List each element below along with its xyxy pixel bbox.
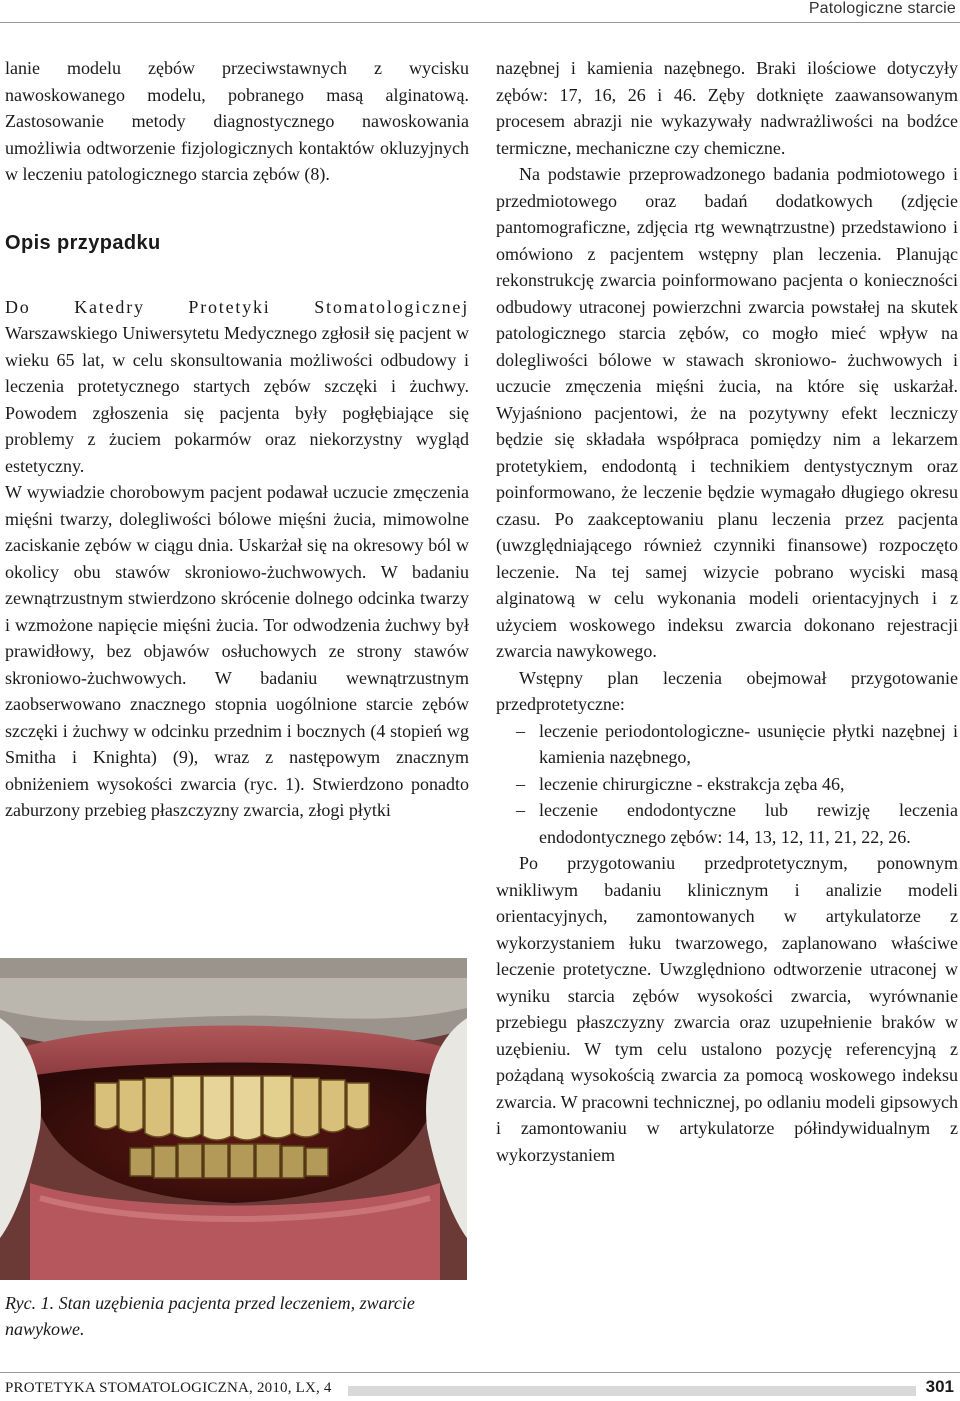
left-column [5,55,469,824]
header-rule [0,22,960,23]
intro-paragraph: lanie modelu zębów przeciwstawnych z wycisku nawoskowanego modelu, pobranego masą alginatową. Zastosowanie metody diagnostycznego nawoskowania umożliwia odtworzenie fizjologicznych kontaktów okluzyjnych w leczeniu patologicznego starcia zębów (8). [5,58,469,184]
journal-footer: PROTETYKA STOMATOLOGICZNA, 2010, LX, 4 [5,1380,332,1396]
figure-caption: Ryc. 1. Stan uzębienia pacjenta przed leczeniem, zwarcie nawykowe. [5,1293,415,1339]
right-paragraph-3: Wstępny plan leczenia obejmował przygotowanie przedprotetyczne: [496,667,958,714]
list-item [496,718,958,771]
list-item-text: leczenie periodontologiczne- usunięcie płytki nazębnej i kamienia nazębnego, [539,720,958,767]
right-paragraph-2: Na podstawie przeprowadzonego badania podmiotowego i przedmiotowego oraz badań dodatkowych (zdjęcie pantomograficzne, zdjęcia rtg wewnątrzustne) przedstawiono i omówiono z pacjentem wstępny plan leczenia. Planując rekonstrukcję zwarcia poinformowano pacjenta o konieczności odbudowy utraconej powierzchni zwarcia powstałej na skutek patologicznego starcia zębów, co mogło mieć wpływ na dolegliwości bólowe w stawach skroniowo- żuchwowych i uczucie zmęczenia mięśni żucia, na które się uskarżał. Wyjaśniono pacjentowi, że na pozytywny efekt leczniczy będzie się składała współpraca pomiędzy nim a lekarzem protetykiem, endodontą i technikiem dentystycznym oraz poinformowano, że leczenie będzie wymagało długiego okresu czasu. Po zaakceptowaniu planu leczenia przez pacjenta (uwzględniającego również czynniki finansowe) rozpoczęto leczenie. Na tej samej wizycie pobrano wyciski masą alginatową w celu wykonania modeli orientacyjnych i z użyciem woskowego indeksu zwarcia dokonano rejestracji zwarcia nawykowego. [496,164,958,661]
footer-rule [0,1372,960,1373]
case-paragraph-1 [5,294,469,480]
right-paragraph-4: Po przygotowaniu przedprotetycznym, ponownym wnikliwym badaniu klinicznym i analizie modeli orientacyjnych, zamontowanych w artykulatorze z wykorzystaniem łuku twarzowego, zaplanowano właściwe leczenie protetyczne. Uwzględniono odtworzenie utraconej w wyniku starcia zębów wysokości zwarcia, wyrównanie przebiegu płaszczyzny zwarcia oraz uzupełnienie braków w uzębieniu. W tym celu ustalono pozycję referencyjną z pożądaną wysokością zwarcia za pomocą woskowego indeksu zwarcia. W pracowni technicznej, po odlaniu modeli gipsowych i zamontowaniu w artykulatorze półindywidualnym z wykorzystaniem [496,853,958,1165]
list-item-text: leczenie endodontyczne lub rewizję leczenia endodontycznego zębów: 14, 13, 12, 11, 21, 22, 26. [539,800,958,847]
list-item-text: leczenie chirurgiczne - ekstrakcja zęba 46, [539,773,845,794]
list-item [496,771,958,798]
treatment-list [496,718,958,851]
case-paragraph-1-body: Warszawskiego Uniwersytetu Medycznego zgłosił się pacjent w wieku 65 lat, w celu skonsultowania możliwości odbudowy i leczenia protetycznego startych zębów szczęki i żuchwy. Powodem zgłoszenia się pacjenta były pogłębiające się problemy z żuciem pokarmów oraz niekorzystny wygląd estetyczny. [5,323,469,476]
figure-dental-photo [0,958,467,1280]
right-paragraph-1: nazębnej i kamienia nazębnego. Braki ilościowe dotyczyły zębów: 17, 16, 26 i 46. Zęby dotknięte zaawansowanym procesem abrazji nie wykazywały nadwrażliwości na bodźce termiczne, mechaniczne czy chemiczne. [496,58,958,158]
right-column [496,55,958,1168]
footer-bar [348,1386,916,1396]
list-item [496,797,958,850]
case-paragraph-2: W wywiadzie chorobowym pacjent podawał uczucie zmęczenia mięśni twarzy, dolegliwości bólowe mięśni żucia, mimowolne zaciskanie zębów w ciągu dnia. Uskarżał się na okresowy ból w okolicy obu stawów skroniowo-żuchwowych. W badaniu zewnątrzustnym stwierdzono skrócenie dolnego odcinka twarzy i wzmożone napięcie mięśni żucia. Tor odwodzenia żuchwy był prawidłowy, bez objawów osłuchowych ze strony stawów skroniowo-żuchwowych. W badaniu wewnątrzustnym zaobserwowano znacznego stopnia uogólnione starcie zębów szczęki i żuchwy w odcinku przednim i bocznych (4 stopień wg Smitha i Knighta) (9), wraz z następowym znacznym obniżeniem wysokości zwarcia (ryc. 1). Stwierdzono ponadto zaburzony przebieg płaszczyzny zwarcia, złogi płytki [5,482,469,820]
list-dash: – [516,800,525,820]
section-title: Opis przypadku [5,231,161,254]
list-dash: – [516,720,525,741]
dental-photo-illustration [0,958,467,1280]
case-paragraph-1-lead: Do Katedry Protetyki Stomatologicznej [5,296,469,317]
page-number: 301 [925,1377,954,1396]
running-header: Patologiczne starcie [808,0,956,17]
list-dash: – [516,773,525,794]
